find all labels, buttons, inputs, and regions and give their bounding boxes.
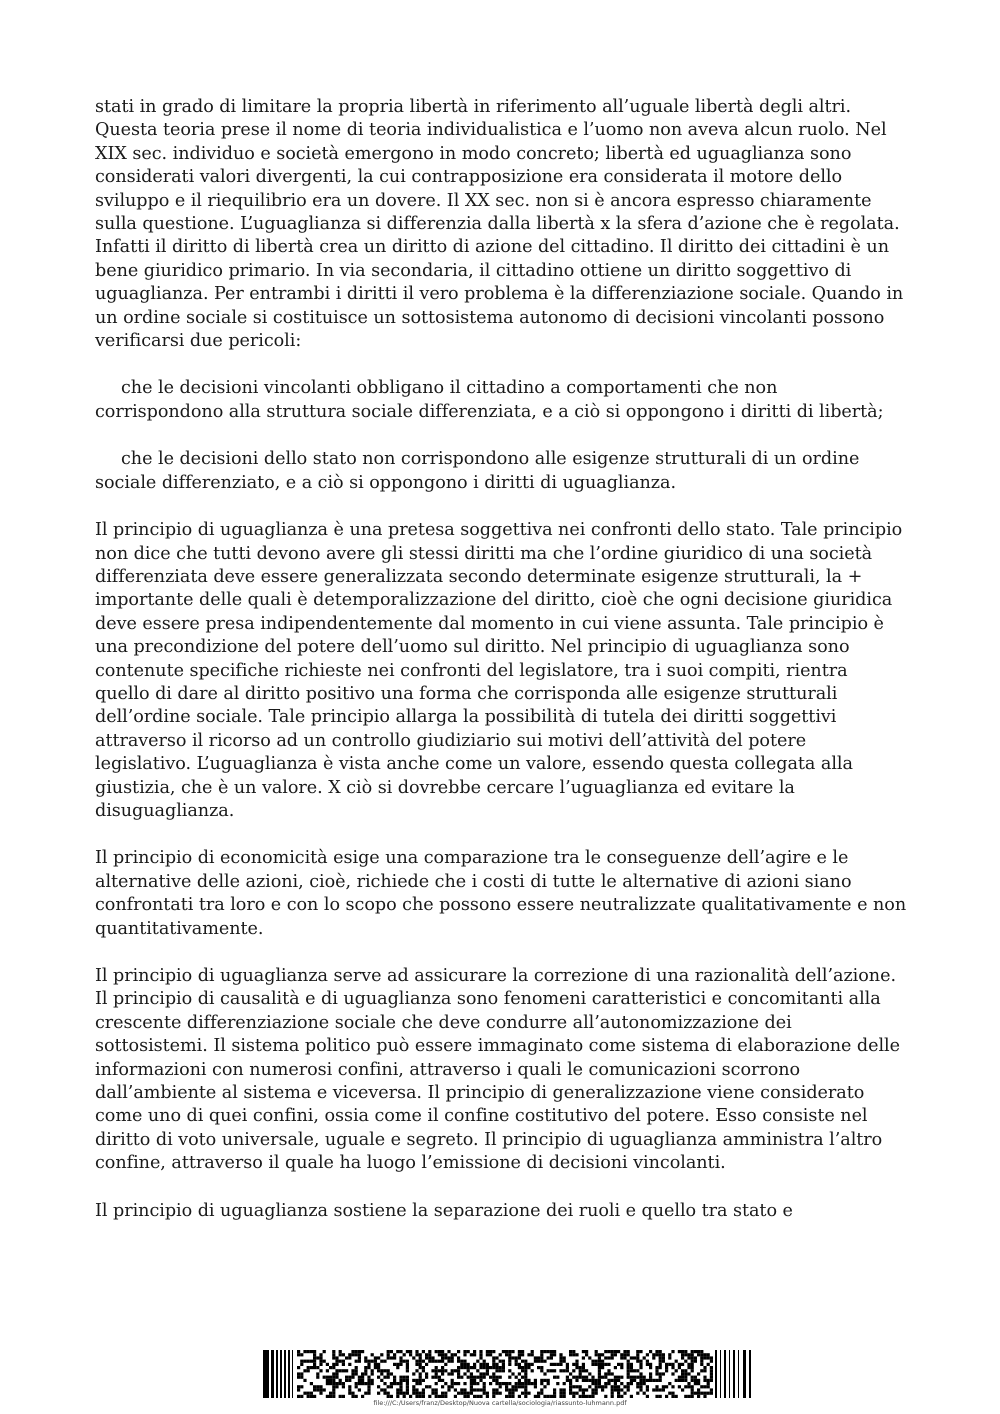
list-item-liberty: che le decisioni vincolanti obbligano il cittadino a comportamenti che non corrispondono alla struttura sociale differenziata, e a ciò si oppongono i diritti di libertà; — [95, 378, 884, 422]
paragraph-economy-principle: Il principio di economicità esige una comparazione tra le conseguenze dell’agire e le alternative delle azioni, cioè, richiede che i costi di tutte le alternative di azioni siano confrontati tra loro e con lo scopo che possono essere neutralizzate qualitativamente e non quantitativamente. — [95, 848, 907, 939]
page-body — [95, 96, 907, 1247]
paragraph-rationality: Il principio di uguaglianza serve ad assicurare la correzione di una razionalità dell’azione. Il principio di causalità e di uguaglianza sono fenomeni caratteristici e concomitanti alla crescente differenziazione sociale che deve condurre all’autonomizzazione dei sottosistemi. Il sistema politico può essere immaginato come sistema di elaborazione delle informazioni con numerosi confini, attraverso i quali le comunicazioni scorrono dall’ambiente al sistema e viceversa. Il principio di generalizzazione viene considerato come uno di quei confini, ossia come il confine costitutivo del potere. Esso consiste nel diritto di voto universale, uguale e segreto. Il principio di uguaglianza amministra l’altro confine, attraverso il quale ha luogo l’emissione di decisioni vincolanti. — [95, 966, 900, 1174]
file-path-footer: file:///C:/Users/franz/Desktop/Nuova cartella/sociologia/riassunto-luhmann.pdf — [373, 1399, 627, 1407]
paragraph-equality-principle: Il principio di uguaglianza è una pretesa soggettiva nei confronti dello stato. Tale principio non dice che tutti devono avere gli stessi diritti ma che l’ordine giuridico di una società differenziata deve essere generalizzata secondo determinate esigenze strutturali, la + importante delle quali è detemporalizzazione del diritto, cioè che ogni decisione giuridica deve essere presa indipendentemente dal momento in cui viene assunta. Tale principio è una precondizione del potere dell’uomo sul diritto. Nel principio di uguaglianza sono contenute specifiche richieste nei confronti del legislatore, tra i suoi compiti, rientra quello di dare al diritto positivo una forma che corrisponda alle esigenze strutturali dell’ordine sociale. Tale principio allarga la possibilità di tutela dei diritti soggettivi attraverso il ricorso ad un controllo giudiziario sui motivi dell’attività del potere legislativo. L’uguaglianza è vista anche come un valore, essendo questa collegata alla giustizia, che è un valore. X ciò si dovrebbe cercare l’uguaglianza ed evitare la disuguaglianza. — [95, 520, 903, 821]
list-item-equality: che le decisioni dello stato non corrispondono alle esigenze strutturali di un ordine sociale differenziato, e a ciò si oppongono i diritti di uguaglianza. — [95, 449, 860, 493]
paragraph-roles-separation: Il principio di uguaglianza sostiene la separazione dei ruoli e quello tra stato e — [95, 1200, 793, 1221]
barcode-image — [263, 1350, 753, 1398]
paragraph-1: stati in grado di limitare la propria libertà in riferimento all’uguale libertà degli altri. Questa teoria prese il nome di teoria individualistica e l’uomo non aveva alcun ruolo. Nel XIX sec. individuo e società emergono in modo concreto; libertà ed uguaglianza sono considerati valori divergenti, la cui contrapposizione era considerata il motore dello sviluppo e il riequilibrio era un dovere. Il XX sec. non si è ancora espresso chiaramente sulla questione. L’uguaglianza si differenzia dalla libertà x la sfera d’azione che è regolata. Infatti il diritto di libertà crea un diritto di azione del cittadino. Il diritto dei cittadini è un bene giuridico primario. In via secondaria, il cittadino ottiene un diritto soggettivo di uguaglianza. Per entrambi i diritti il vero problema è la differenziazione sociale. Quando in un ordine sociale si costituisce un sottosistema autonomo di decisioni vincolanti possono verificarsi due pericoli: — [95, 97, 904, 352]
